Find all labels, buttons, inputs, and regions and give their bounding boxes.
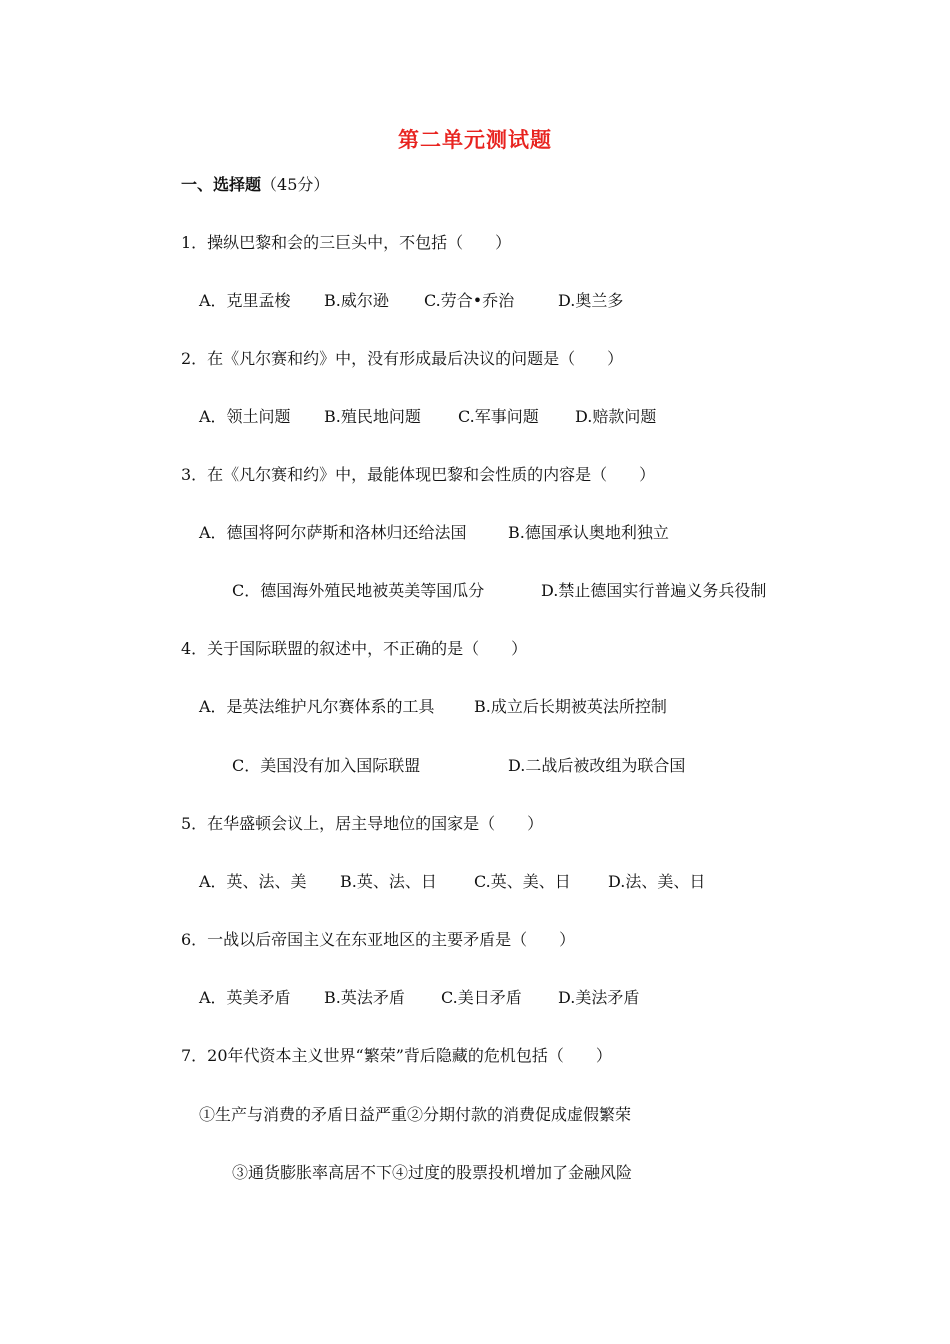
- option-b: B.殖民地问题: [324, 407, 421, 426]
- section-heading: [181, 175, 329, 195]
- option-b: B.威尔逊: [324, 291, 389, 310]
- option-a: A．克里孟梭: [199, 291, 291, 310]
- option-d: D.禁止德国实行普遍义务兵役制: [541, 581, 767, 600]
- question-4-options-row-2: [232, 756, 792, 776]
- question-7-item-row-1: ①生产与消费的矛盾日益严重②分期付款的消费促成虚假繁荣: [199, 1105, 632, 1124]
- option-c: C.英、美、日: [474, 872, 571, 891]
- option-d: D.赔款问题: [575, 407, 657, 426]
- question-3-options-row-2: [232, 581, 792, 601]
- question-1-options: [199, 291, 699, 311]
- option-b: B.英、法、日: [340, 872, 437, 891]
- question-7-item-row-2: ③通货膨胀率高居不下④过度的股票投机增加了金融风险: [232, 1163, 633, 1182]
- question-1-stem: 1．操纵巴黎和会的三巨头中，不包括（ ）: [181, 233, 512, 252]
- option-a: A．领土问题: [199, 407, 291, 426]
- option-d: D.奥兰多: [558, 291, 624, 310]
- option-c: C.美日矛盾: [441, 988, 522, 1007]
- question-3-options-row-1: [199, 523, 759, 543]
- question-3-stem: 3．在《凡尔赛和约》中，最能体现巴黎和会性质的内容是（ ）: [181, 465, 656, 484]
- option-a: A．德国将阿尔萨斯和洛林归还给法国: [199, 523, 467, 542]
- question-5-options: [199, 872, 759, 892]
- option-c: C．美国没有加入国际联盟: [232, 756, 421, 775]
- option-a: A．英美矛盾: [199, 988, 291, 1007]
- question-2-options: [199, 407, 699, 427]
- option-d: D.二战后被改组为联合国: [508, 756, 686, 775]
- question-5-stem: 5．在华盛顿会议上，居主导地位的国家是（ ）: [181, 814, 544, 833]
- section-heading-label: 一、选择题: [181, 175, 262, 194]
- option-d: D.法、美、日: [608, 872, 706, 891]
- option-b: B.成立后长期被英法所控制: [474, 697, 667, 716]
- question-7-stem: 7．20年代资本主义世界“繁荣”背后隐藏的危机包括（ ）: [181, 1046, 612, 1065]
- section-score: （45分）: [261, 175, 330, 194]
- question-4-stem: 4．关于国际联盟的叙述中，不正确的是（ ）: [181, 639, 528, 658]
- question-2-stem: 2．在《凡尔赛和约》中，没有形成最后决议的问题是（ ）: [181, 349, 624, 368]
- option-a: A．英、法、美: [199, 872, 307, 891]
- question-6-stem: 6．一战以后帝国主义在东亚地区的主要矛盾是（ ）: [181, 930, 576, 949]
- question-4-options-row-1: [199, 697, 759, 717]
- option-c: C.军事问题: [458, 407, 539, 426]
- option-a: A．是英法维护凡尔赛体系的工具: [199, 697, 435, 716]
- option-b: B.德国承认奥地利独立: [508, 523, 669, 542]
- option-c: C.劳合•乔治: [424, 291, 515, 310]
- option-c: C．德国海外殖民地被英美等国瓜分: [232, 581, 485, 600]
- option-b: B.英法矛盾: [324, 988, 405, 1007]
- question-6-options: [199, 988, 699, 1008]
- option-d: D.美法矛盾: [558, 988, 640, 1007]
- page-title: 第二单元测试题: [398, 127, 552, 152]
